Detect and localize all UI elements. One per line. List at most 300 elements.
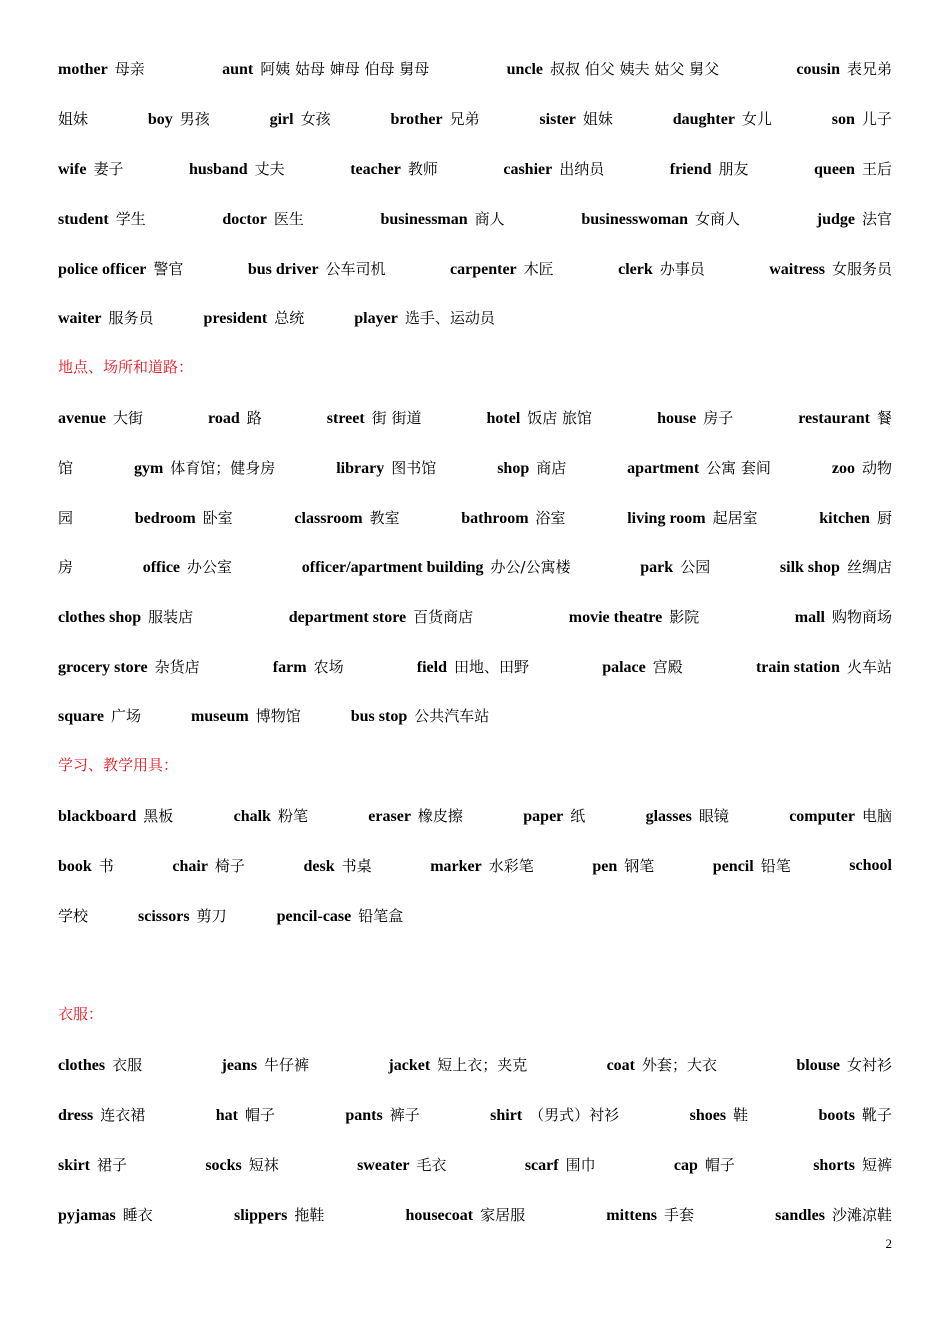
vocab-entry [138,905,227,926]
chinese-meaning: 大街 [113,408,144,427]
chinese-meaning: 广场 [110,706,141,725]
vocab-entry [798,407,892,428]
vocab-entry [273,656,344,677]
english-word: glasses [645,807,692,825]
english-word: sandles [775,1206,825,1224]
vocab-entry [336,457,436,478]
english-word: living room [627,509,706,527]
english-word: gym [133,459,164,477]
vocab-line [58,900,892,930]
vocab-entry [523,805,585,826]
vocab-entry [58,556,73,577]
chinese-meaning: 围巾 [565,1155,596,1174]
vocab-entry [430,855,534,876]
chinese-meaning: 警官 [153,259,184,278]
vocab-entry [357,1154,446,1175]
vocab-entry [461,507,565,528]
vocab-entry [277,905,404,926]
vocab-line [58,253,892,283]
vocab-entry [832,108,892,129]
english-word: marker [430,857,482,875]
vocab-entry [390,108,479,129]
chinese-meaning: 沙滩凉鞋 [831,1205,892,1224]
chinese-meaning: 妻子 [93,159,124,178]
vocab-entry [507,58,720,79]
english-word: blackboard [58,807,137,825]
chinese-meaning: 卧室 [202,508,233,527]
vocab-entry [592,855,654,876]
english-word: brother [390,110,443,128]
vocab-entry [294,507,399,528]
english-word: computer [789,807,855,825]
vocab-entry [216,1104,275,1125]
english-word: farm [272,658,307,676]
vocab-entry [813,1154,892,1175]
chinese-meaning: 牛仔裤 [264,1055,310,1074]
chinese-meaning: 商人 [474,209,505,228]
chinese-meaning: 街 街道 [371,408,422,427]
english-word: shoes [689,1106,727,1124]
vocab-entry [795,606,892,627]
vocab-entry [819,507,892,528]
english-word: housecoat [405,1206,474,1224]
chinese-meaning: 公共汽车站 [414,706,490,725]
chinese-meaning: 公园 [680,557,711,576]
chinese-meaning: 短袜 [248,1155,279,1174]
vocab-entry [713,855,791,876]
vocab-entry [789,805,892,826]
english-word: restaurant [798,409,870,427]
vocab-entry [406,1204,526,1225]
chinese-meaning: 女孩 [300,109,331,128]
english-word: desk [303,857,335,875]
vocab-entry [657,407,733,428]
vocab-entry [490,1104,619,1125]
chinese-meaning: 书桌 [341,856,372,875]
chinese-meaning: 黑板 [143,806,174,825]
vocab-entry [673,108,772,129]
chinese-meaning: 铅笔 [760,856,791,875]
chinese-meaning: 鞋 [733,1105,749,1124]
vocab-entry [674,1154,735,1175]
english-word: husband [188,160,248,178]
chinese-meaning: 商店 [536,458,567,477]
english-word: mittens [606,1206,657,1224]
vocab-entry [388,1054,527,1075]
english-word: jacket [388,1056,431,1074]
vocab-entry [134,457,275,478]
english-word: office [142,558,181,576]
english-word: doctor [222,210,267,228]
english-word: coat [606,1056,635,1074]
vocab-entry [270,108,331,129]
chinese-continuation: 学校 [58,906,89,925]
vocab-line [58,1199,892,1229]
vocab-entry [58,507,73,528]
vocab-entry [58,855,114,876]
chinese-meaning: 橡皮擦 [417,806,463,825]
vocab-line [58,502,892,532]
english-word: movie theatre [568,608,663,626]
vocab-entry [775,1204,892,1225]
chinese-meaning: 王后 [861,159,892,178]
vocab-entry [205,1154,278,1175]
english-word: president [203,309,268,327]
english-word: sister [539,110,576,128]
vocab-entry [58,1054,142,1075]
english-word: businesswoman [581,210,689,228]
vocab-entry [58,108,88,129]
vocab-entry [796,1054,892,1075]
english-word: teacher [350,160,401,178]
english-word: shirt [490,1106,523,1124]
vocab-entry [606,1204,694,1225]
vocab-entry [780,556,892,577]
english-word: boots [818,1106,855,1124]
vocab-entry [345,1104,419,1125]
english-word: slippers [233,1206,288,1224]
english-word: pen [592,857,618,875]
vocab-entry [607,1054,717,1075]
english-word: skirt [58,1156,90,1174]
english-word: street [326,409,365,427]
chinese-meaning: 粉笔 [277,806,308,825]
english-word: carpenter [450,260,517,278]
vocab-entry [503,158,604,179]
vocab-entry [222,58,429,79]
vocab-entry [525,1154,596,1175]
chinese-meaning: 表兄弟 [846,59,892,78]
vocab-line [58,700,892,730]
vocab-entry [646,805,729,826]
vocab-entry [58,407,143,428]
chinese-meaning: 宫殿 [652,657,683,676]
chinese-meaning: 木匠 [523,259,554,278]
chinese-meaning: 购物商场 [831,607,892,626]
vocab-line [58,203,892,233]
vocab-entry [602,656,683,677]
chinese-meaning: 儿子 [861,109,892,128]
vocab-entry [569,606,699,627]
chinese-meaning: 教师 [407,159,438,178]
vocab-entry [58,1104,145,1125]
english-word: classroom [294,509,363,527]
chinese-meaning: 公寓 套间 [706,458,771,477]
vocab-entry [417,656,529,677]
english-word: department store [288,608,407,626]
chinese-meaning: 家居服 [480,1205,526,1224]
vocab-entry [234,805,308,826]
vocab-line [58,153,892,183]
vocab-entry [302,556,571,577]
chinese-meaning: 教室 [369,508,400,527]
vocab-entry [627,507,757,528]
english-word: police officer [58,260,147,278]
vocab-line [58,53,892,83]
chinese-meaning: 女衬衫 [846,1055,892,1074]
chinese-continuation: 馆 [58,458,74,477]
vocab-entry [289,606,473,627]
vocab-entry [58,1204,153,1225]
english-word: zoo [831,459,855,477]
english-word: eraser [368,807,411,825]
english-word: friend [669,160,712,178]
vocab-entry [350,158,438,179]
english-word: scarf [524,1156,559,1174]
english-word: wife [58,160,87,178]
vocab-entry [351,705,490,726]
english-word: clothes shop [58,608,142,626]
english-word: boy [147,110,173,128]
english-word: socks [205,1156,242,1174]
english-word: daughter [672,110,735,128]
chinese-continuation: 园 [58,508,74,527]
english-word: train station [755,658,840,676]
english-word: waiter [58,309,102,327]
chinese-meaning: 朋友 [718,159,749,178]
chinese-meaning: 路 [246,408,262,427]
english-word: son [831,110,855,128]
chinese-meaning: 书 [98,856,114,875]
english-word: waitress [769,260,825,278]
vocab-line [58,452,892,482]
chinese-meaning: 毛衣 [416,1155,447,1174]
chinese-meaning: 动物 [861,458,892,477]
english-word: kitchen [819,509,870,527]
english-word: apartment [627,459,700,477]
vocab-entry [769,258,892,279]
english-word: chalk [233,807,271,825]
chinese-meaning: 手套 [663,1205,694,1224]
english-word: paper [523,807,564,825]
english-word: student [58,210,109,228]
chinese-meaning: 起居室 [712,508,758,527]
english-word: silk shop [779,558,840,576]
vocab-line [58,601,892,631]
chinese-meaning: 丝绸店 [846,557,892,576]
chinese-meaning: 短上衣；夹克 [437,1055,528,1074]
vocab-entry [58,258,183,279]
chinese-meaning: 总统 [274,308,305,327]
section-heading-places: 地点、场所和道路： [58,358,194,376]
chinese-meaning: 医生 [273,209,304,228]
vocab-entry [819,1104,892,1125]
english-word: pyjamas [58,1206,116,1224]
vocab-entry [690,1104,748,1125]
chinese-meaning: 靴子 [861,1105,892,1124]
english-word: clothes [58,1056,106,1074]
vocab-entry [381,208,505,229]
chinese-meaning: 男孩 [179,109,210,128]
chinese-meaning: 外套；大衣 [642,1055,718,1074]
vocab-entry [248,258,386,279]
english-word: cousin [796,60,840,78]
vocab-entry [172,855,245,876]
chinese-meaning: 连衣裙 [100,1105,146,1124]
chinese-meaning: 女商人 [695,209,741,228]
chinese-meaning: 铅笔盒 [358,906,404,925]
page-number: 2 [885,1236,892,1251]
section-heading-study: 学习、教学用具： [58,756,179,774]
english-word: hotel [486,409,521,427]
chinese-meaning: 餐 [876,408,892,427]
vocab-entry [756,656,892,677]
vocab-entry [234,1204,324,1225]
english-word: player [354,309,398,327]
vocab-entry [222,208,303,229]
chinese-meaning: 饭店 旅馆 [527,408,593,427]
chinese-meaning: 钢笔 [624,856,655,875]
chinese-meaning: 服务员 [108,308,154,327]
vocab-entry [58,208,146,229]
english-word: book [58,857,92,875]
chinese-meaning: 公车司机 [325,259,386,278]
vocab-entry [58,805,173,826]
chinese-meaning: 母亲 [114,59,145,78]
vocab-line [58,1099,892,1129]
vocab-line [58,103,892,133]
vocab-line [58,800,892,830]
chinese-meaning: 农场 [313,657,344,676]
chinese-meaning: 女服务员 [831,259,892,278]
english-word: palace [602,658,646,676]
chinese-meaning: 火车站 [846,657,892,676]
vocab-entry [817,208,892,229]
vocab-entry [135,507,233,528]
chinese-meaning: 体育馆；健身房 [170,458,276,477]
english-word: pencil-case [276,907,352,925]
vocab-entry [618,258,705,279]
english-word: mother [58,60,108,78]
chinese-meaning: 法官 [861,209,892,228]
english-word: girl [269,110,294,128]
english-word: judge [816,210,855,228]
english-word: cashier [503,160,553,178]
english-word: chair [172,857,208,875]
english-word: park [640,558,674,576]
chinese-meaning: 学生 [115,209,146,228]
english-word: square [58,707,104,725]
english-word: bus stop [350,707,408,725]
vocab-entry [327,407,422,428]
chinese-meaning: 办事员 [659,259,705,278]
vocab-entry [627,457,771,478]
english-word: cap [673,1156,698,1174]
chinese-meaning: 女儿 [741,109,772,128]
vocab-line [58,402,892,432]
english-word: pants [345,1106,383,1124]
vocab-entry [58,307,154,328]
english-word: queen [814,160,855,178]
chinese-meaning: 短裤 [861,1155,892,1174]
english-word: avenue [58,409,106,427]
english-word: road [208,409,240,427]
chinese-meaning: 博物馆 [255,706,301,725]
vocab-entry [221,1054,309,1075]
english-word: aunt [222,60,254,78]
chinese-meaning: 睡衣 [122,1205,153,1224]
chinese-meaning: 图书馆 [391,458,437,477]
vocab-entry [849,856,892,875]
english-word: pencil [712,857,754,875]
chinese-meaning: 办公/公寓楼 [490,557,571,576]
chinese-meaning: 办公室 [187,557,233,576]
english-word: uncle [506,60,544,78]
vocab-entry [539,108,612,129]
vocab-line [58,551,892,581]
chinese-meaning: 影院 [669,607,700,626]
section-heading-clothing: 衣服： [58,1005,104,1023]
vocab-entry [450,258,554,279]
english-word: jeans [221,1056,258,1074]
english-word: shorts [813,1156,855,1174]
chinese-meaning: 椅子 [214,856,245,875]
english-word: bus driver [247,260,319,278]
vocab-entry [204,307,305,328]
chinese-meaning: 眼镜 [698,806,729,825]
chinese-meaning: 叔叔 伯父 姨夫 姑父 舅父 [550,59,720,78]
chinese-meaning: 电脑 [861,806,892,825]
english-word: library [336,459,385,477]
english-word: blouse [796,1056,840,1074]
vocab-entry [189,158,285,179]
chinese-meaning: 兄弟 [449,109,480,128]
chinese-meaning: 水彩笔 [488,856,534,875]
vocab-line [58,850,892,880]
vocab-entry [58,705,141,726]
chinese-meaning: 田地、田野 [453,657,529,676]
chinese-meaning: 杂货店 [154,657,200,676]
chinese-meaning: 服装店 [148,607,194,626]
chinese-meaning: 阿姨 姑母 婶母 伯母 舅母 [260,59,430,78]
chinese-meaning: 厨 [876,508,892,527]
vocab-entry [640,556,710,577]
chinese-meaning: 浴室 [535,508,566,527]
vocab-entry [497,457,566,478]
english-word: bedroom [134,509,196,527]
vocab-line [58,1049,892,1079]
vocab-entry [581,208,740,229]
english-word: scissors [138,907,190,925]
vocab-entry [58,158,123,179]
english-word: museum [190,707,249,725]
vocab-entry [58,457,73,478]
chinese-meaning: 百货商店 [413,607,474,626]
english-word: mall [794,608,825,626]
english-word: school [849,856,892,874]
vocab-entry [670,158,749,179]
vocab-entry [143,556,232,577]
chinese-meaning: 帽子 [244,1105,275,1124]
vocab-entry [368,805,463,826]
vocab-entry [58,656,200,677]
chinese-meaning: 裤子 [389,1105,420,1124]
chinese-meaning: 姐妹 [582,109,613,128]
english-word: hat [215,1106,238,1124]
vocab-line [58,302,892,332]
vocab-entry [58,905,88,926]
chinese-meaning: 剪刀 [196,906,227,925]
english-word: sweater [357,1156,410,1174]
chinese-meaning: 拖鞋 [294,1205,325,1224]
chinese-meaning: 裙子 [97,1155,128,1174]
english-word: clerk [618,260,653,278]
chinese-meaning: 衣服 [112,1055,143,1074]
english-word: bathroom [461,509,529,527]
english-word: shop [497,459,530,477]
english-word: grocery store [58,658,148,676]
vocab-entry [814,158,892,179]
